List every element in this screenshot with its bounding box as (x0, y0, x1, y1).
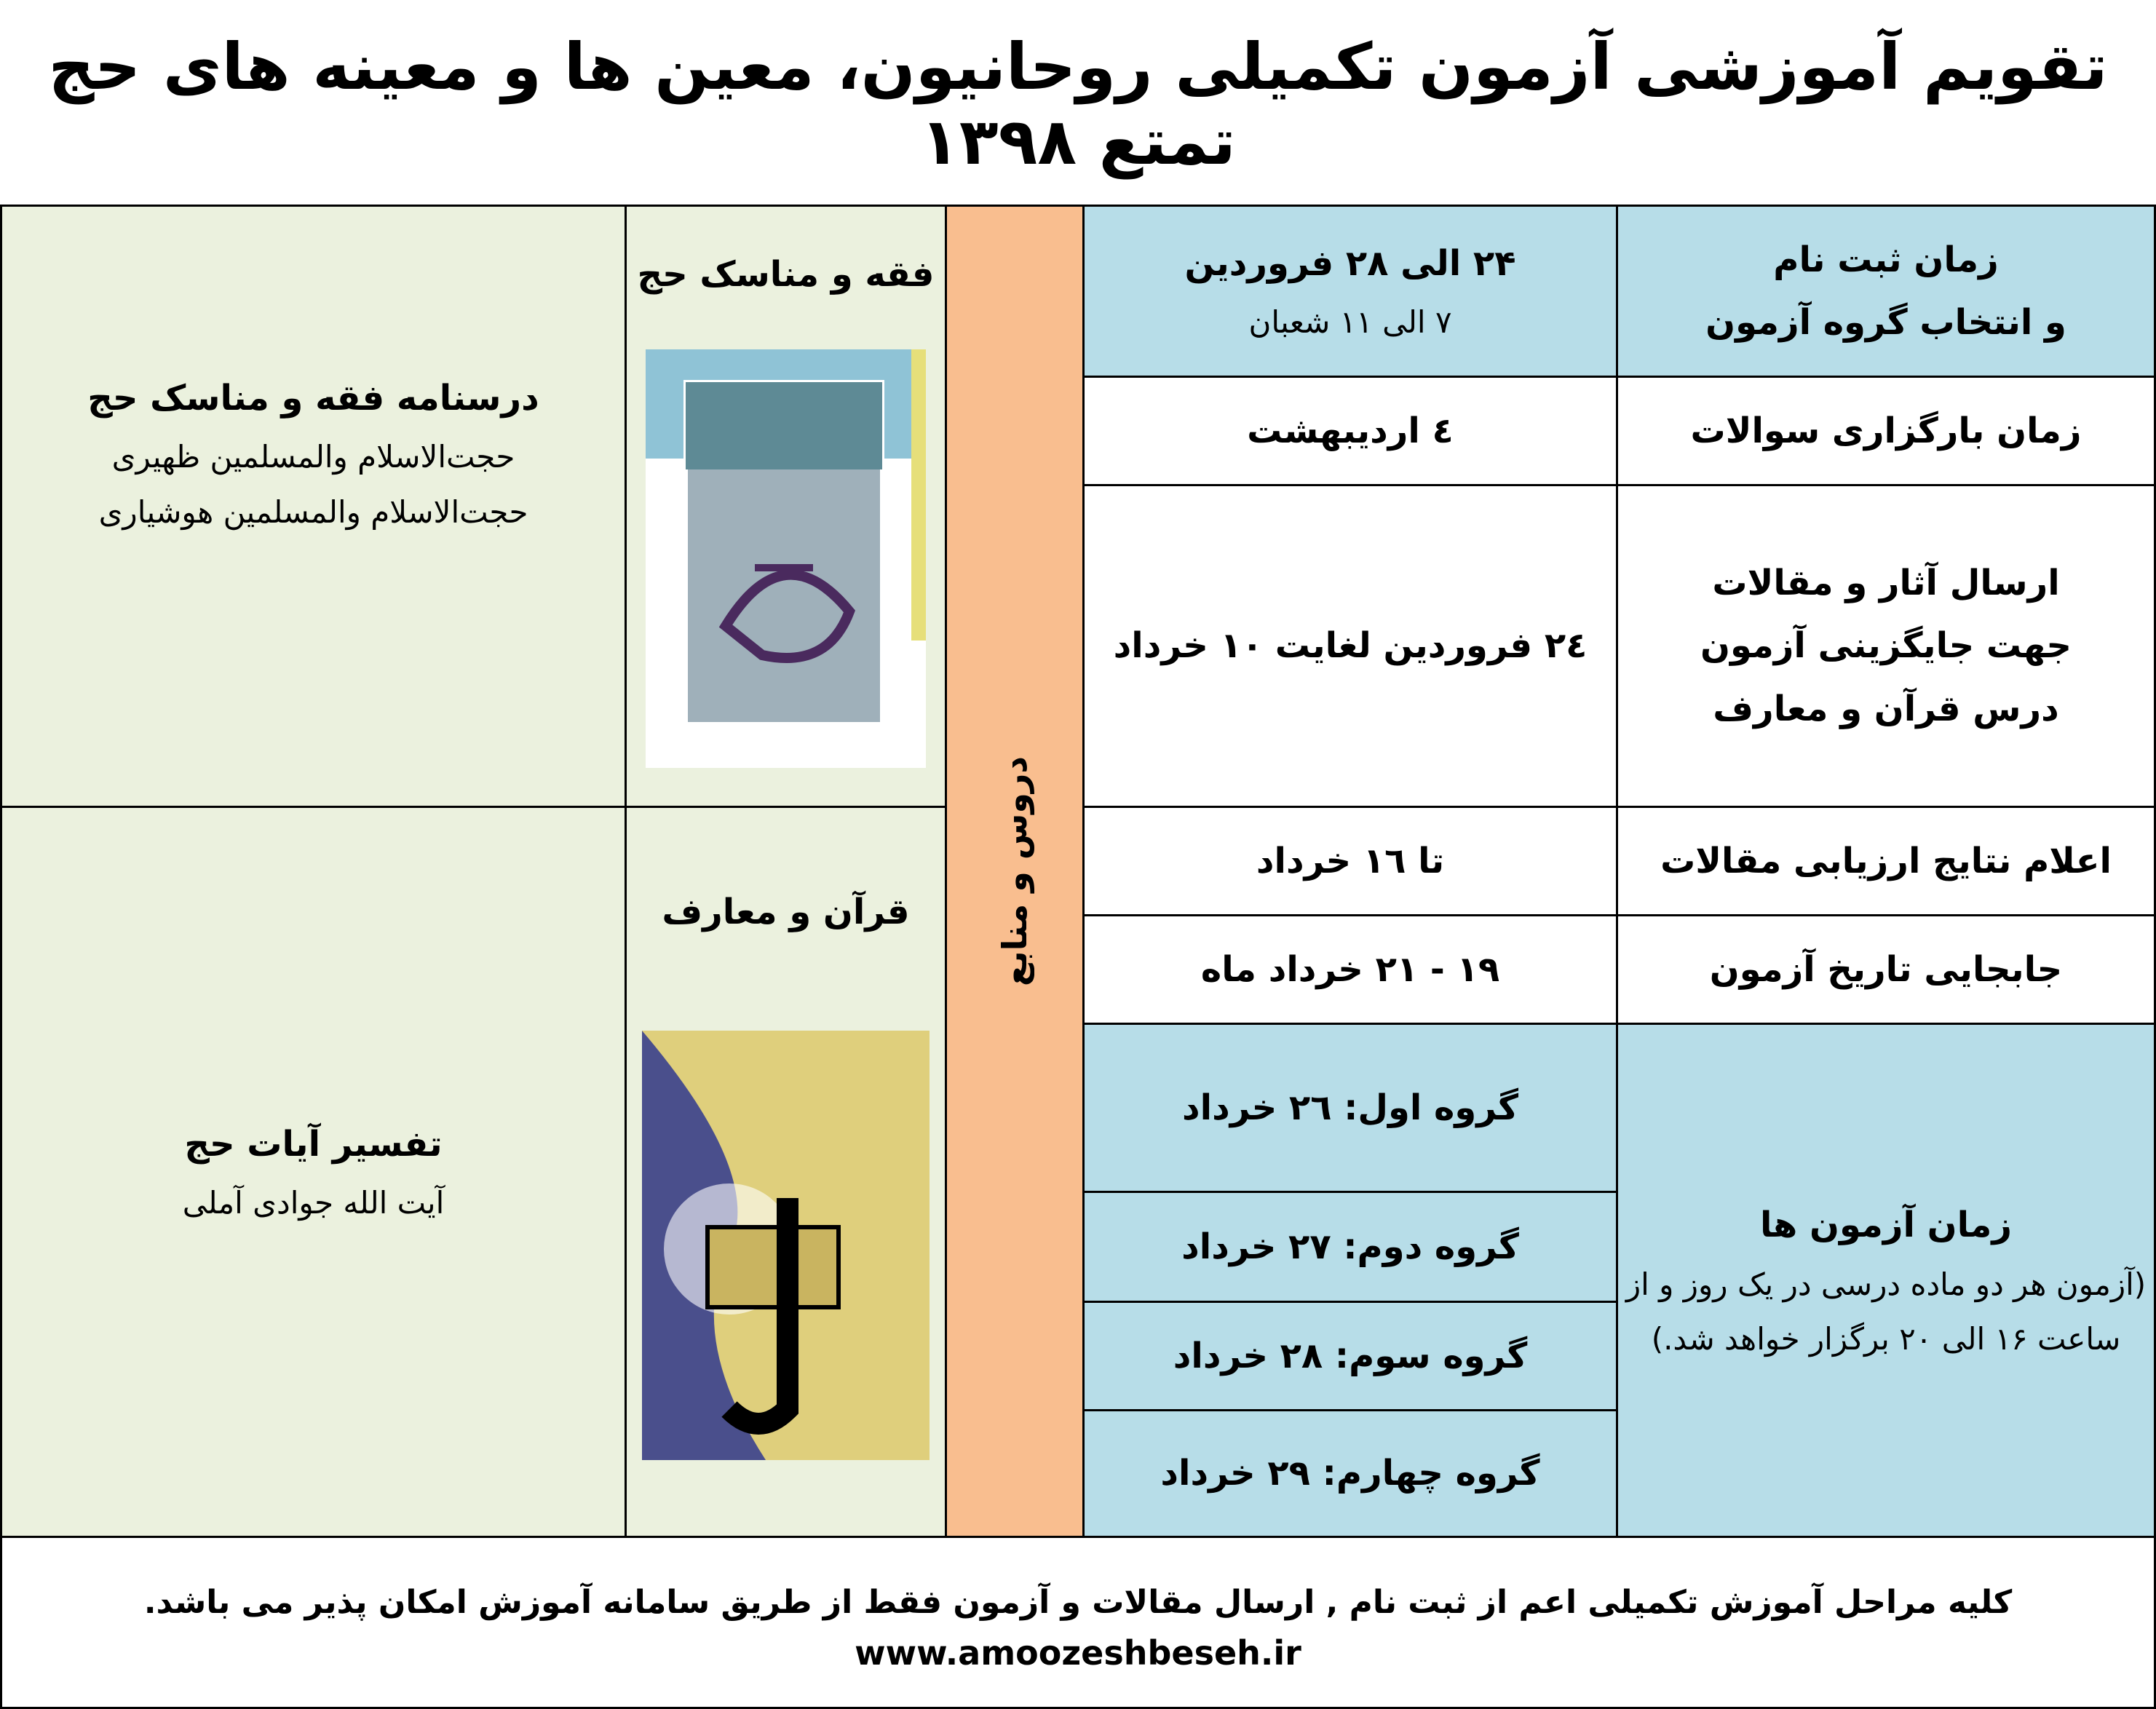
value-line: ٤ اردیبهشت (1247, 410, 1454, 451)
exam-note-line: (آزمون هر دو ماده درسی در یک روز و از (1625, 1266, 2147, 1302)
course-fiqh (625, 205, 947, 808)
label-line: زمان ثبت نام (1773, 239, 1999, 280)
value-line: ۲٤ فروردین لغایت ۱۰ خرداد (1113, 625, 1588, 667)
book-cover-fiqh (646, 349, 926, 768)
exam-group-date: گروه اول: ۲٦ خرداد (1182, 1087, 1518, 1128)
label-line: ارسال آثار و مقالات (1712, 562, 2060, 603)
page-title: تقویم آموزشی آزمون تکمیلی روحانیون، معین ها و معینه های حج تمتع ۱۳۹۸ (48, 29, 2108, 179)
exam-note-line: ساعت ۱۶ الی ۲۰ برگزار خواهد شد.) (1651, 1321, 2121, 1357)
exam-times-heading: زمان آزمون ها (1760, 1205, 2012, 1246)
label-line: اعلام نتایج ارزیابی مقالات (1660, 840, 2112, 881)
label-line: جابجایی تاریخ آزمون (1709, 948, 2063, 990)
book-author: آیت الله جوادی آملی (182, 1185, 445, 1221)
course-fiqh-details (0, 205, 627, 808)
exam-group-date: گروه دوم: ۲۷ خرداد (1181, 1226, 1519, 1267)
exam-group-4 (1082, 1409, 1618, 1538)
value-submit-articles (1082, 484, 1618, 808)
label-reschedule (1616, 914, 2156, 1025)
course-name: فقه و مناسک حج (637, 254, 935, 295)
value-line: ۱۹ - ۲۱ خرداد ماه (1200, 948, 1500, 990)
website-link[interactable]: www.amoozeshbeseh.ir (855, 1633, 1301, 1673)
exam-group-3 (1082, 1301, 1618, 1411)
label-submit-articles (1616, 484, 2156, 808)
label-exam-times (1616, 1023, 2156, 1538)
label-line: زمان بارگزاری سوالات (1690, 410, 2082, 451)
value-line: تا ١٦ خرداد (1256, 840, 1445, 881)
book-cover-tafsir (642, 1031, 930, 1460)
label-registration (1616, 205, 2156, 378)
course-quran (625, 806, 947, 1538)
footer-note: کلیه مراحل آموزش تکمیلی اعم از ثبت نام , ارسال مقالات و آزمون فقط از طریق سامانه آموزش امکان پذیر می باشد. (143, 1584, 2013, 1622)
value-upload-questions (1082, 376, 1618, 486)
book-title: تفسیر آیات حج (184, 1124, 443, 1165)
book-author: حجت‌الاسلام والمسلمین هوشیاری (98, 493, 528, 530)
book-title: درسنامه فقه و مناسک حج (87, 378, 539, 419)
label-line: جهت جایگزینی آزمون (1700, 625, 2072, 667)
value-registration (1082, 205, 1618, 378)
value-results (1082, 806, 1618, 916)
course-name: قرآن و معارف (662, 892, 910, 932)
exam-group-date: گروه چهارم: ۲۹ خرداد (1160, 1453, 1540, 1494)
book-author: حجت‌الاسلام والمسلمین ظهیری (111, 439, 515, 475)
exam-group-2 (1082, 1191, 1618, 1303)
sources-label: دروس و منابع (995, 756, 1034, 986)
course-quran-details (0, 806, 627, 1538)
footer (0, 1536, 2156, 1709)
sources-column (945, 205, 1085, 1538)
label-line: درس قرآن و معارف (1713, 688, 2059, 729)
label-line: و انتخاب گروه آزمون (1705, 302, 2066, 343)
value-reschedule (1082, 914, 1618, 1025)
label-results (1616, 806, 2156, 916)
exam-group-1 (1082, 1023, 1618, 1193)
value-line: ۷ الی ۱۱ شعبان (1248, 304, 1452, 341)
exam-group-date: گروه سوم: ۲۸ خرداد (1173, 1335, 1528, 1376)
value-line: ۲۴ الی ۲۸ فروردین (1184, 243, 1516, 284)
label-upload-questions (1616, 376, 2156, 486)
